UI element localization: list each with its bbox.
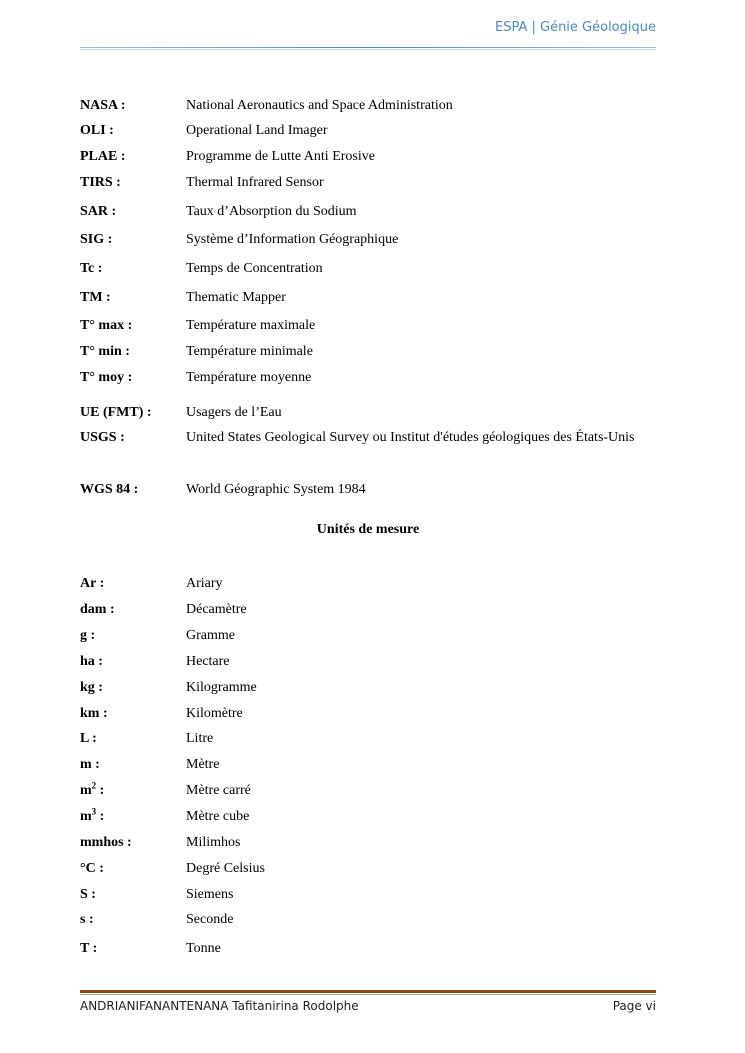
unit-term: s :	[80, 912, 94, 927]
unit-definition: Kilomètre	[186, 706, 243, 721]
unit-base: m	[80, 809, 92, 824]
abbreviation-definition: National Aeronautics and Space Administration	[186, 98, 453, 113]
abbreviation-definition: Thermal Infrared Sensor	[186, 175, 324, 190]
page-number: Page vi	[612, 999, 656, 1013]
unit-base: m	[80, 783, 92, 798]
unit-definition: Gramme	[186, 628, 235, 643]
unit-definition: Décamètre	[186, 602, 247, 617]
unit-exponent: 3	[91, 806, 97, 817]
abbreviation-term: SAR :	[80, 204, 117, 219]
unit-term: km :	[80, 706, 108, 721]
abbreviation-definition: Taux d’Absorption du Sodium	[186, 204, 357, 219]
unit-definition: Mètre carré	[186, 783, 251, 798]
abbreviation-term: TIRS :	[80, 175, 121, 190]
abbreviation-definition: Usagers de l’Eau	[186, 405, 282, 420]
abbreviation-definition: Temps de Concentration	[186, 261, 323, 276]
unit-term: mmhos :	[80, 835, 132, 850]
unit-exponent: 2	[91, 780, 97, 791]
unit-term: L :	[80, 731, 97, 746]
footer-author: ANDRIANIFANANTENANA Tafitanirina Rodolphe	[80, 999, 359, 1013]
header-divider-light	[80, 49, 656, 50]
unit-definition: Degré Celsius	[186, 861, 265, 876]
unit-term: T :	[80, 941, 98, 956]
abbreviation-term: OLI :	[80, 123, 114, 138]
unit-term: ha :	[80, 654, 103, 669]
abbreviation-definition: Thematic Mapper	[186, 290, 286, 305]
abbreviation-term: T° moy :	[80, 370, 133, 385]
header-title: ESPA | Génie Géologique	[494, 20, 656, 35]
abbreviation-definition: Operational Land Imager	[186, 123, 328, 138]
unit-definition: Siemens	[186, 887, 234, 902]
unit-definition: Seconde	[186, 912, 234, 927]
abbreviation-term: T° min :	[80, 344, 130, 359]
abbreviation-definition: United States Geological Survey ou Institut d'études géologiques des États-Unis	[186, 430, 635, 445]
unit-term: Ar :	[80, 576, 105, 591]
unit-definition: Mètre cube	[186, 809, 250, 824]
abbreviation-term: WGS 84 :	[80, 482, 139, 497]
unit-term: °C :	[80, 861, 104, 876]
unit-term: m :	[80, 757, 100, 772]
abbreviation-definition: World Géographic System 1984	[186, 482, 366, 497]
unit-suffix: :	[96, 783, 105, 798]
abbreviation-definition: Température minimale	[186, 344, 313, 359]
unit-definition: Litre	[186, 731, 214, 746]
abbreviation-term: Tc :	[80, 261, 103, 276]
unit-term: kg :	[80, 680, 103, 695]
abbreviation-definition: Température maximale	[186, 318, 316, 333]
abbreviation-term: USGS :	[80, 430, 125, 445]
unit-term	[80, 782, 104, 800]
unit-definition: Milimhos	[186, 835, 241, 850]
unit-term	[80, 808, 104, 826]
abbreviation-term: TM :	[80, 290, 111, 305]
footer-divider-light	[80, 994, 656, 995]
abbreviation-term: NASA :	[80, 98, 126, 113]
abbreviation-term: SIG :	[80, 232, 113, 247]
abbreviation-term: PLAE :	[80, 149, 126, 164]
abbreviation-definition: Température moyenne	[186, 370, 312, 385]
abbreviation-term: UE (FMT) :	[80, 405, 152, 420]
page-header	[80, 18, 656, 50]
unit-definition: Tonne	[186, 941, 221, 956]
footer-divider	[80, 990, 656, 993]
unit-definition: Ariary	[186, 576, 223, 591]
section-title-units: Unités de mesure	[316, 522, 420, 537]
header-divider	[80, 47, 656, 48]
unit-term: dam :	[80, 602, 115, 617]
unit-definition: Kilogramme	[186, 680, 257, 695]
unit-term: S :	[80, 887, 96, 902]
abbreviation-definition: Programme de Lutte Anti Erosive	[186, 149, 375, 164]
unit-suffix: :	[96, 809, 105, 824]
unit-definition: Mètre	[186, 757, 220, 772]
unit-definition: Hectare	[186, 654, 230, 669]
abbreviation-definition: Système d’Information Géographique	[186, 232, 399, 247]
unit-term: g :	[80, 628, 96, 643]
abbreviation-term: T° max :	[80, 318, 133, 333]
